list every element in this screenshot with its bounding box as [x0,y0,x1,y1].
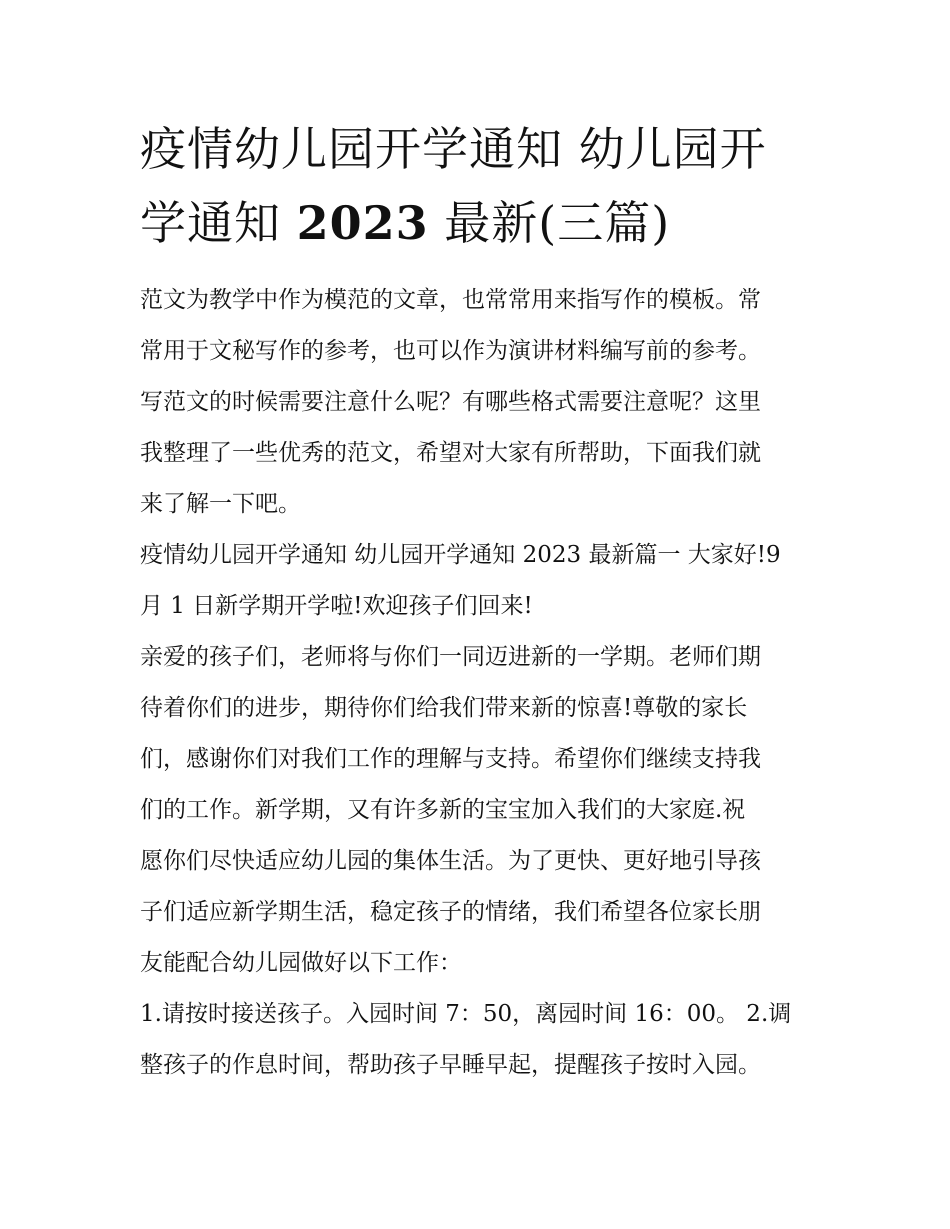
document-title [140,112,820,260]
body-line: 常用于文秘写作的参考，也可以作为演讲材料编写前的参考。 [140,338,761,364]
title-line-2-pre: 学通知 [140,196,297,250]
body-line: 来了解一下吧。 [140,491,301,517]
body-line: 亲爱的孩子们，老师将与你们一同迈进新的一学期。老师们期 [140,644,761,670]
body-line: 疫情幼儿园开学通知 幼儿园开学通知 2023 最新篇一 大家好!9 [140,542,781,568]
body-line: 待着你们的进步，期待你们给我们带来新的惊喜!尊敬的家长 [140,695,748,721]
title-line-2 [140,186,820,260]
document-body [140,275,820,1091]
body-line: 整孩子的作息时间，帮助孩子早睡早起，提醒孩子按时入园。 [140,1052,761,1078]
body-line: 们，感谢你们对我们工作的理解与支持。希望你们继续支持我 [140,746,761,772]
body-line: 子们适应新学期生活，稳定孩子的情绪，我们希望各位家长朋 [140,899,761,925]
body-line: 们的工作。新学期，又有许多新的宝宝加入我们的大家庭.祝 [140,797,746,823]
body-line: 我整理了一些优秀的范文，希望对大家有所帮助，下面我们就 [140,440,761,466]
title-year: 2023 [296,196,429,250]
body-line: 范文为教学中作为模范的文章，也常常用来指写作的模板。常 [140,287,761,313]
body-line: 愿你们尽快适应幼儿园的集体生活。为了更快、更好地引导孩 [140,848,761,874]
body-line: 友能配合幼儿园做好以下工作： [140,950,462,976]
body-line: 月 1 日新学期开学啦!欢迎孩子们回来! [140,593,533,619]
body-line: 写范文的时候需要注意什么呢？有哪些格式需要注意呢？这里 [140,389,761,415]
title-line-2-post: 最新(三篇) [428,196,671,250]
body-line: 1.请按时接送孩子。入园时间 7：50，离园时间 16：00。 2.调 [140,1001,792,1027]
title-line-1: 疫情幼儿园开学通知 幼儿园开 [140,122,767,176]
